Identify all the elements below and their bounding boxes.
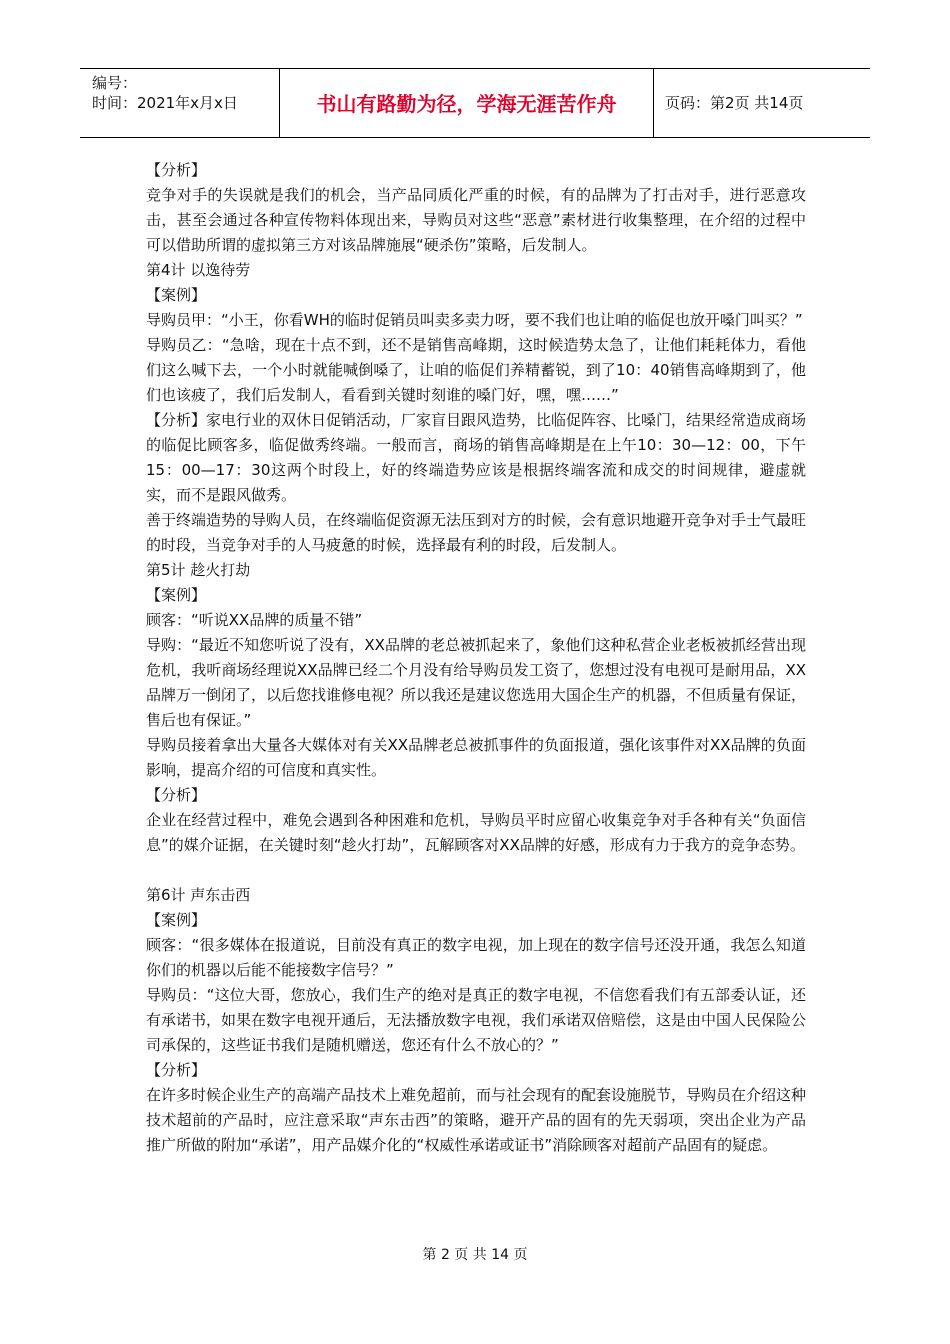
header-page-number: 页码：第2页 共14页	[665, 94, 804, 112]
paragraph: 竞争对手的失误就是我们的机会，当产品同质化严重的时候，有的品牌为了打击对手，进行恶意攻击，甚至会通过各种宣传物料体现出来，导购员对这些“恶意”素材进行收集整理，在介绍的过程中可以借助所谓的虚拟第三方对该品牌施展“硬杀伤”策略，后发制人。	[146, 186, 806, 254]
paragraph: 在许多时候企业生产的高端产品技术上难免超前，而与社会现有的配套设施脱节，导购员在介绍这种技术超前的产品时，应注意采取“声东击西”的策略，避开产品的固有的先天弱项，突出企业为产品推广所做的附加“承诺”，用产品媒介化的“权威性承诺或证书”消除顾客对超前产品固有的疑虑。	[146, 1086, 807, 1154]
header-motto-cell	[279, 69, 654, 137]
section-heading: 第4计 以逸待劳	[146, 261, 251, 279]
page-footer: 第 2 页 共 14 页	[422, 1247, 528, 1263]
section-heading: 第6计 声东击西	[146, 886, 251, 904]
paragraph: 善于终端造势的导购人员，在终端临促资源无法压到对方的时候，会有意识地避开竞争对手士气最旺的时段，当竞争对手的人马疲惫的时候，选择最有利的时段，后发制人。	[146, 511, 807, 554]
paragraph: 【分析】家电行业的双休日促销活动，厂家盲目跟风造势，比临促阵容、比嗓门，结果经常造成商场的临促比顾客多，临促做秀终端。一般而言，商场的销售高峰期是在上午10：30—12：00，下午15：00—17：30这两个时段上，好的终端造势应该是根据终端客流和成交的时间规律，避虚就实，而不是跟风做秀。	[146, 411, 807, 504]
paragraph: 导购员乙：“急啥，现在十点不到，还不是销售高峰期，这时候造势太急了，让他们耗耗体力，看他们这么喊下去，一个小时就能喊倒嗓了，让咱的临促们养精蓄锐，到了10：40销售高峰期到了，他们也该疲了，我们后发制人，看看到关键时刻谁的嗓门好，嘿，嘿……”	[146, 336, 806, 404]
paragraph: 顾客：“听说XX品牌的质量不错”	[146, 611, 363, 629]
paragraph: 【分析】	[146, 161, 207, 179]
paragraph: 【案例】	[146, 286, 207, 304]
blank-line	[146, 858, 806, 883]
paragraph: 企业在经营过程中，难免会遇到各种困难和危机，导购员平时应留心收集竞争对手各种有关“负面信息”的媒介证据，在关键时刻“趁火打劫”，瓦解顾客对XX品牌的好感，形成有力于我方的竞争态势。	[146, 811, 806, 854]
paragraph: 【分析】	[146, 1061, 207, 1079]
header-meta-cell	[80, 69, 278, 137]
header-page-cell	[653, 69, 870, 137]
document-number-label: 编号：	[92, 74, 138, 92]
paragraph: 导购员甲：“小王，你看WH的临时促销员叫卖多卖力呀，要不我们也让咱的临促也放开嗓门叫买？”	[146, 311, 803, 329]
paragraph: 顾客：“很多媒体在报道说，目前没有真正的数字电视，加上现在的数字信号还没开通，我怎么知道你们的机器以后能不能接数字信号？”	[146, 936, 806, 979]
paragraph: 导购：“最近不知您听说了没有，XX品牌的老总被抓起来了，象他们这种私营企业老板被抓经营出现危机，我听商场经理说XX品牌已经二个月没有给导购员发工资了，您想过没有电视可是耐用品，XX品牌万一倒闭了，以后您找谁修电视？所以我还是建议您选用大国企生产的机器，不但质量有保证，售后也有保证。”	[146, 636, 807, 729]
section-heading: 第5计 趁火打劫	[146, 561, 251, 579]
paragraph: 【案例】	[146, 911, 207, 929]
paragraph: 【分析】	[146, 786, 207, 804]
paragraph: 【案例】	[146, 586, 207, 604]
document-body	[146, 158, 806, 1158]
header-motto: 书山有路勤为径，学海无涯苦作舟	[316, 92, 617, 116]
page-header	[80, 68, 870, 138]
document-date-label: 时间：2021年x月x日	[92, 94, 238, 112]
paragraph: 导购员：“这位大哥，您放心，我们生产的绝对是真正的数字电视，不信您看我们有五部委认证，还有承诺书，如果在数字电视开通后，无法播放数字电视，我们承诺双倍赔偿，这是由中国人民保险公司承保的，这些证书我们是随机赠送，您还有什么不放心的？”	[146, 986, 807, 1054]
paragraph: 导购员接着拿出大量各大媒体对有关XX品牌老总被抓事件的负面报道，强化该事件对XX品牌的负面影响，提高介绍的可信度和真实性。	[146, 736, 806, 779]
